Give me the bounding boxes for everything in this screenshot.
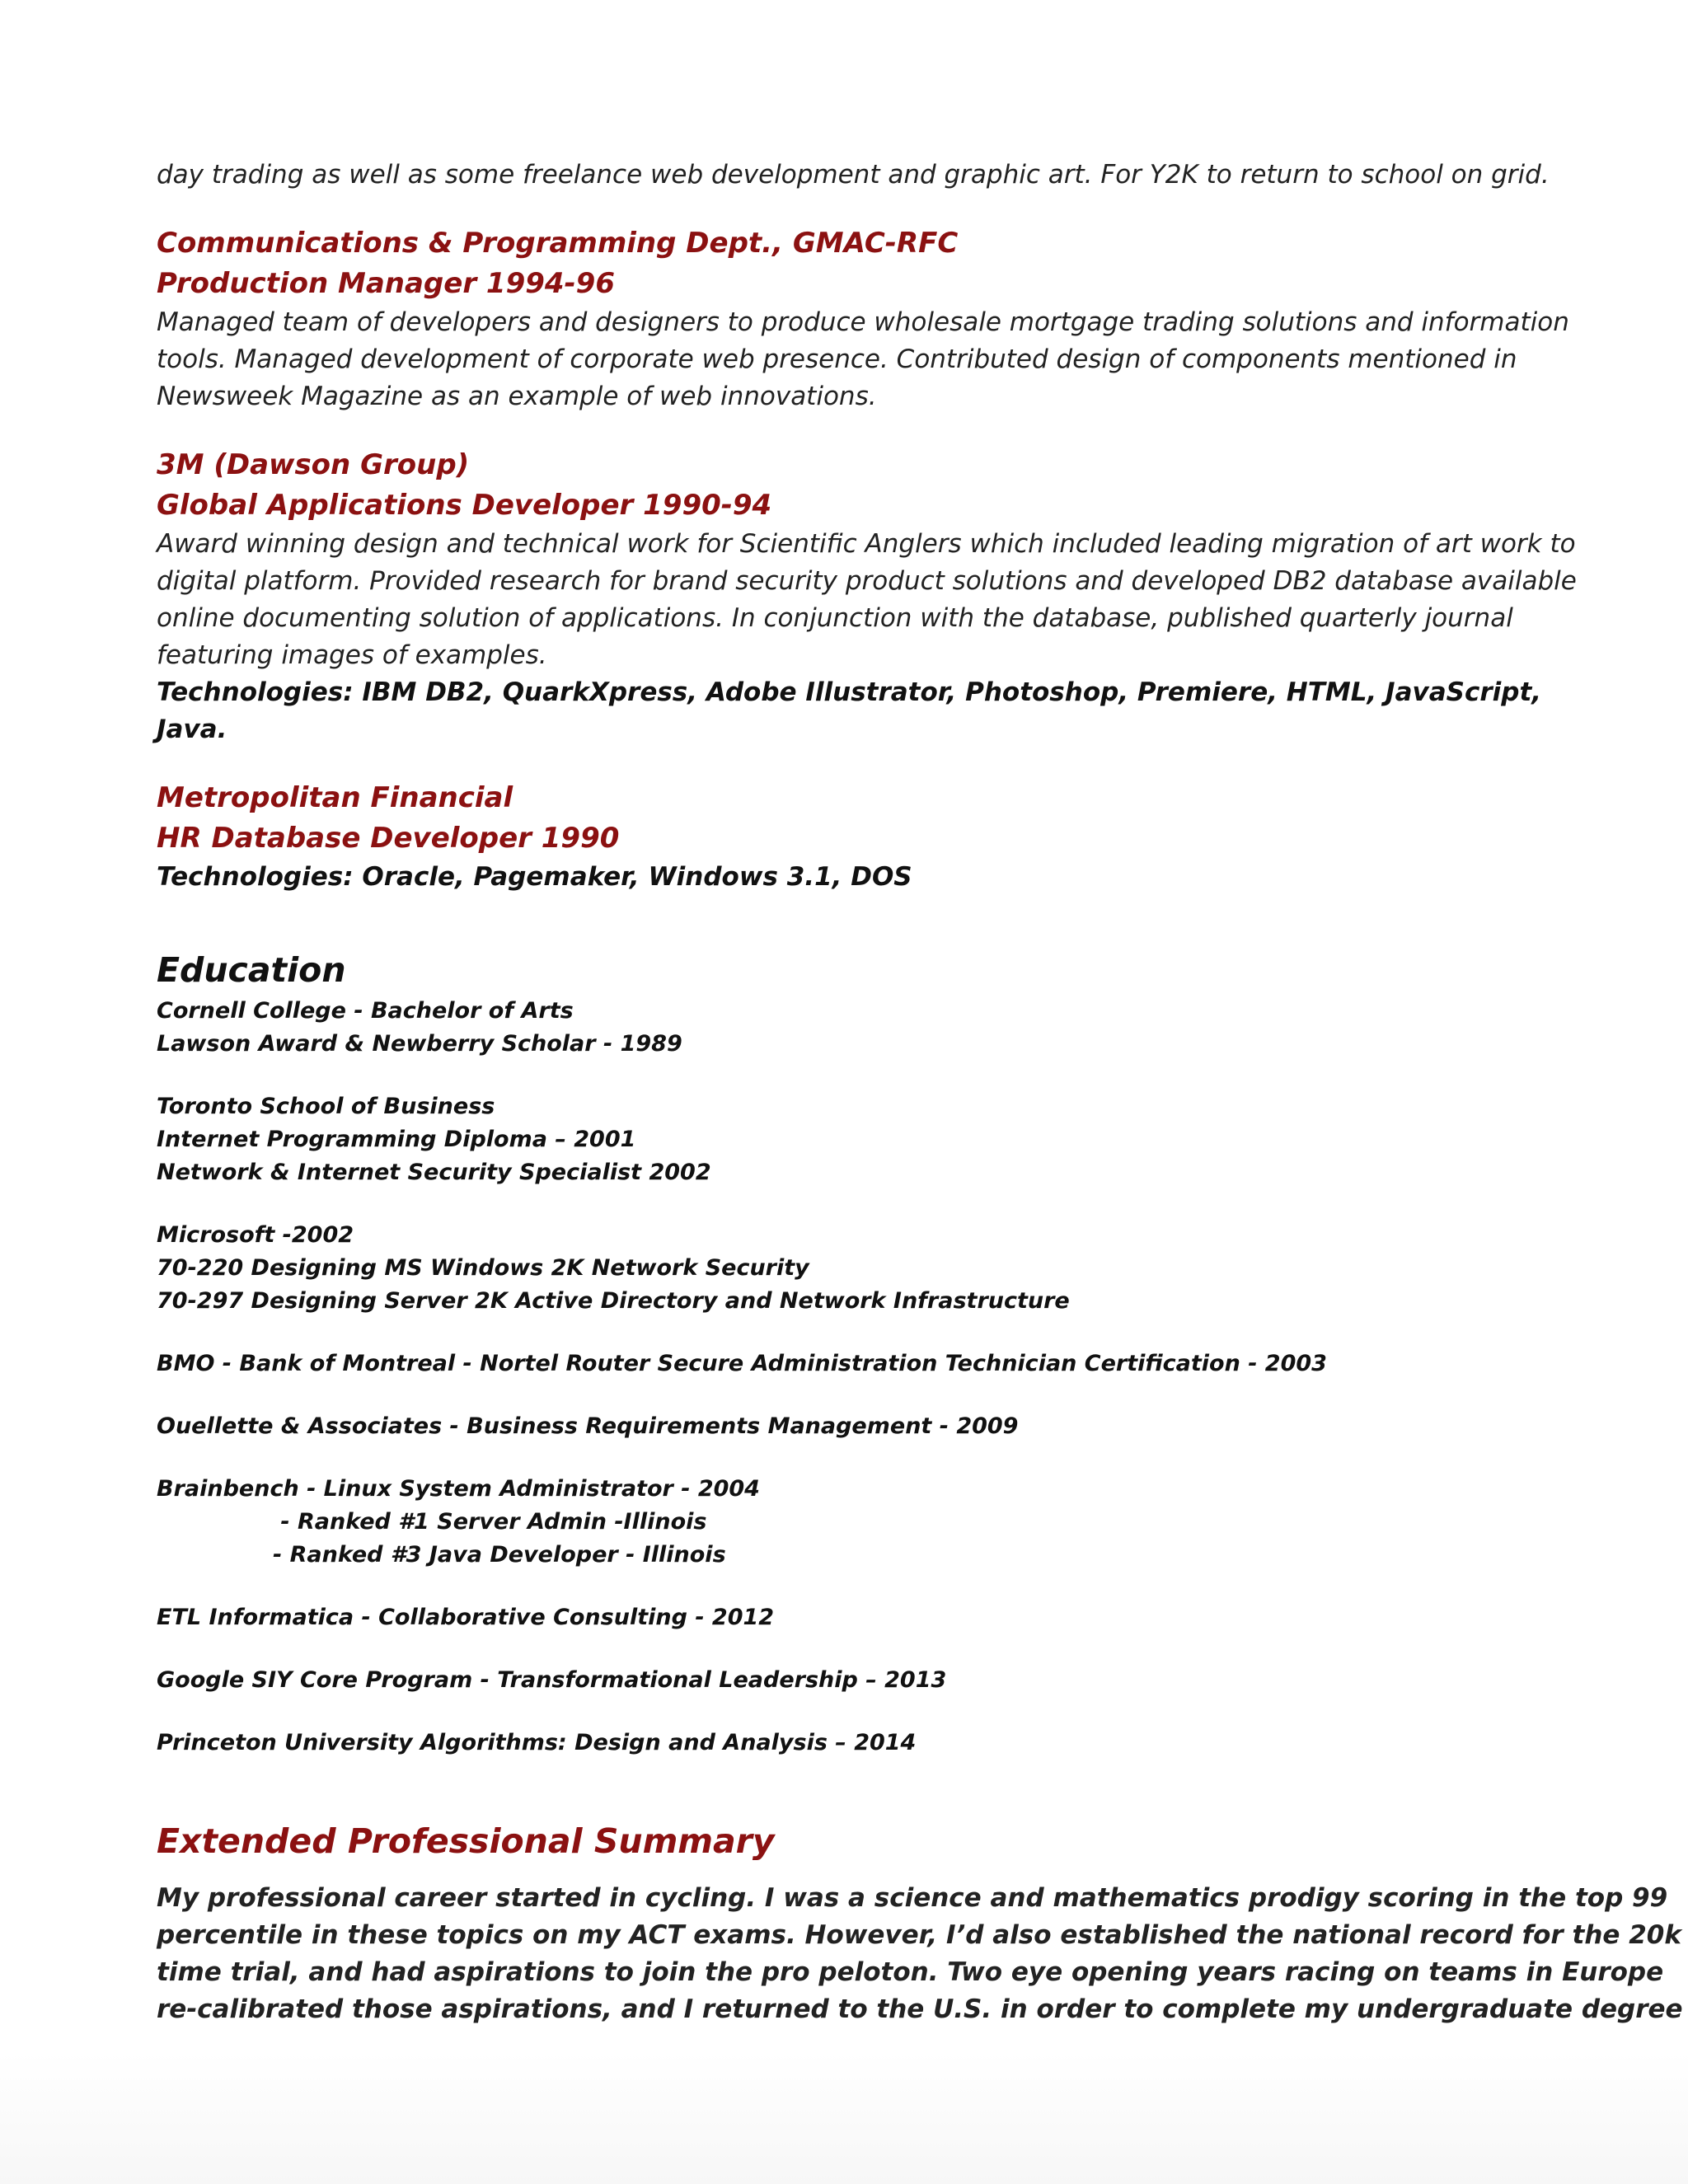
job-gmac — [157, 223, 1569, 415]
summary-text — [157, 1880, 1683, 2028]
education-line: Internet Programming Diploma – 2001 — [157, 1127, 636, 1152]
intro-line: day trading as well as some freelance web development and graphic art. For Y2K to return to school on grid. — [157, 160, 1550, 190]
education-line: - Ranked #1 Server Admin -Illinois — [157, 1509, 707, 1535]
education-line: Brainbench - Linux System Administrator - 2004 — [157, 1476, 760, 1502]
education-list — [157, 995, 1564, 1760]
education-entry — [157, 995, 1564, 1061]
education-line: Microsoft -2002 — [157, 1222, 354, 1248]
summary-line: re-calibrated those aspirations, and I returned to the U.S. in order to complete my undergraduate degree — [157, 1994, 1683, 2024]
education-line: Princeton University Algorithms: Design and Analysis – 2014 — [157, 1730, 917, 1755]
description-line: featuring images of examples. — [157, 640, 547, 670]
education-line: Toronto School of Business — [157, 1094, 495, 1119]
education-line: Lawson Award & Newberry Scholar - 1989 — [157, 1031, 682, 1057]
summary-title: Extended Professional Summary — [157, 1821, 775, 1861]
education-line: Ouellette & Associates - Business Requirements Management - 2009 — [157, 1413, 1019, 1439]
education-entry — [157, 1347, 1564, 1380]
job-description — [157, 304, 1569, 415]
education-entry — [157, 1219, 1564, 1318]
education-line: ETL Informatica - Collaborative Consulting - 2012 — [157, 1605, 775, 1630]
education-entry — [157, 1664, 1564, 1697]
description-line: tools. Managed development of corporate web presence. Contributed design of components mentioned in — [157, 344, 1517, 374]
job-company: 3M (Dawson Group) — [157, 448, 470, 481]
education-line: 70-220 Designing MS Windows 2K Network Security — [157, 1255, 809, 1281]
page-bottom-shade — [0, 2052, 1688, 2184]
job-technologies: Technologies: Oracle, Pagemaker, Windows 3.1, DOS — [157, 862, 912, 892]
education-line: Network & Internet Security Specialist 2002 — [157, 1160, 711, 1185]
education-entry — [157, 1410, 1564, 1443]
education-entry — [157, 1727, 1564, 1760]
description-line: online documenting solution of applications. In conjunction with the database, published quarterly journal — [157, 603, 1513, 633]
job-role: Global Applications Developer 1990-94 — [157, 489, 772, 522]
education-title: Education — [157, 950, 346, 990]
education-entry — [157, 1473, 1564, 1572]
education-line: BMO - Bank of Montreal - Nortel Router Secure Administration Technician Certification - 2003 — [157, 1351, 1327, 1376]
job-technologies: Technologies: IBM DB2, QuarkXpress, Adobe Illustrator, Photoshop, Premiere, HTML, JavaScript, Java. — [157, 677, 1542, 744]
job-company: Metropolitan Financial — [157, 781, 513, 814]
job-role: Production Manager 1994-96 — [157, 267, 615, 300]
job-3m — [157, 445, 1577, 748]
summary-line: time trial, and had aspirations to join the pro peloton. Two eye opening years racing on teams in Europe — [157, 1957, 1664, 1987]
education-line: Cornell College - Bachelor of Arts — [157, 998, 574, 1024]
description-line: Award winning design and technical work for Scientific Anglers which included leading migration of art work to — [157, 529, 1576, 559]
education-line: - Ranked #3 Java Developer - Illinois — [157, 1542, 726, 1568]
description-line: digital platform. Provided research for brand security product solutions and developed DB2 database available — [157, 566, 1577, 596]
education-entry — [157, 1090, 1564, 1189]
education-entry — [157, 1601, 1564, 1634]
summary-line: percentile in these topics on my ACT exams. However, I’d also established the national record for the 20k — [157, 1920, 1681, 1950]
description-line: Newsweek Magazine as an example of web innovations. — [157, 382, 877, 411]
summary-line: My professional career started in cycling. I was a science and mathematics prodigy scoring in the top 99 — [157, 1883, 1668, 1913]
description-line: Managed team of developers and designers to produce wholesale mortgage trading solutions and information — [157, 307, 1569, 337]
job-role: HR Database Developer 1990 — [157, 822, 620, 855]
education-line: Google SIY Core Program - Transformational Leadership – 2013 — [157, 1667, 947, 1693]
job-metropolitan — [157, 778, 1564, 896]
job-description — [157, 526, 1577, 674]
job-company: Communications & Programming Dept., GMAC-RFC — [157, 227, 959, 260]
education-line: 70-297 Designing Server 2K Active Directory and Network Infrastructure — [157, 1288, 1070, 1314]
